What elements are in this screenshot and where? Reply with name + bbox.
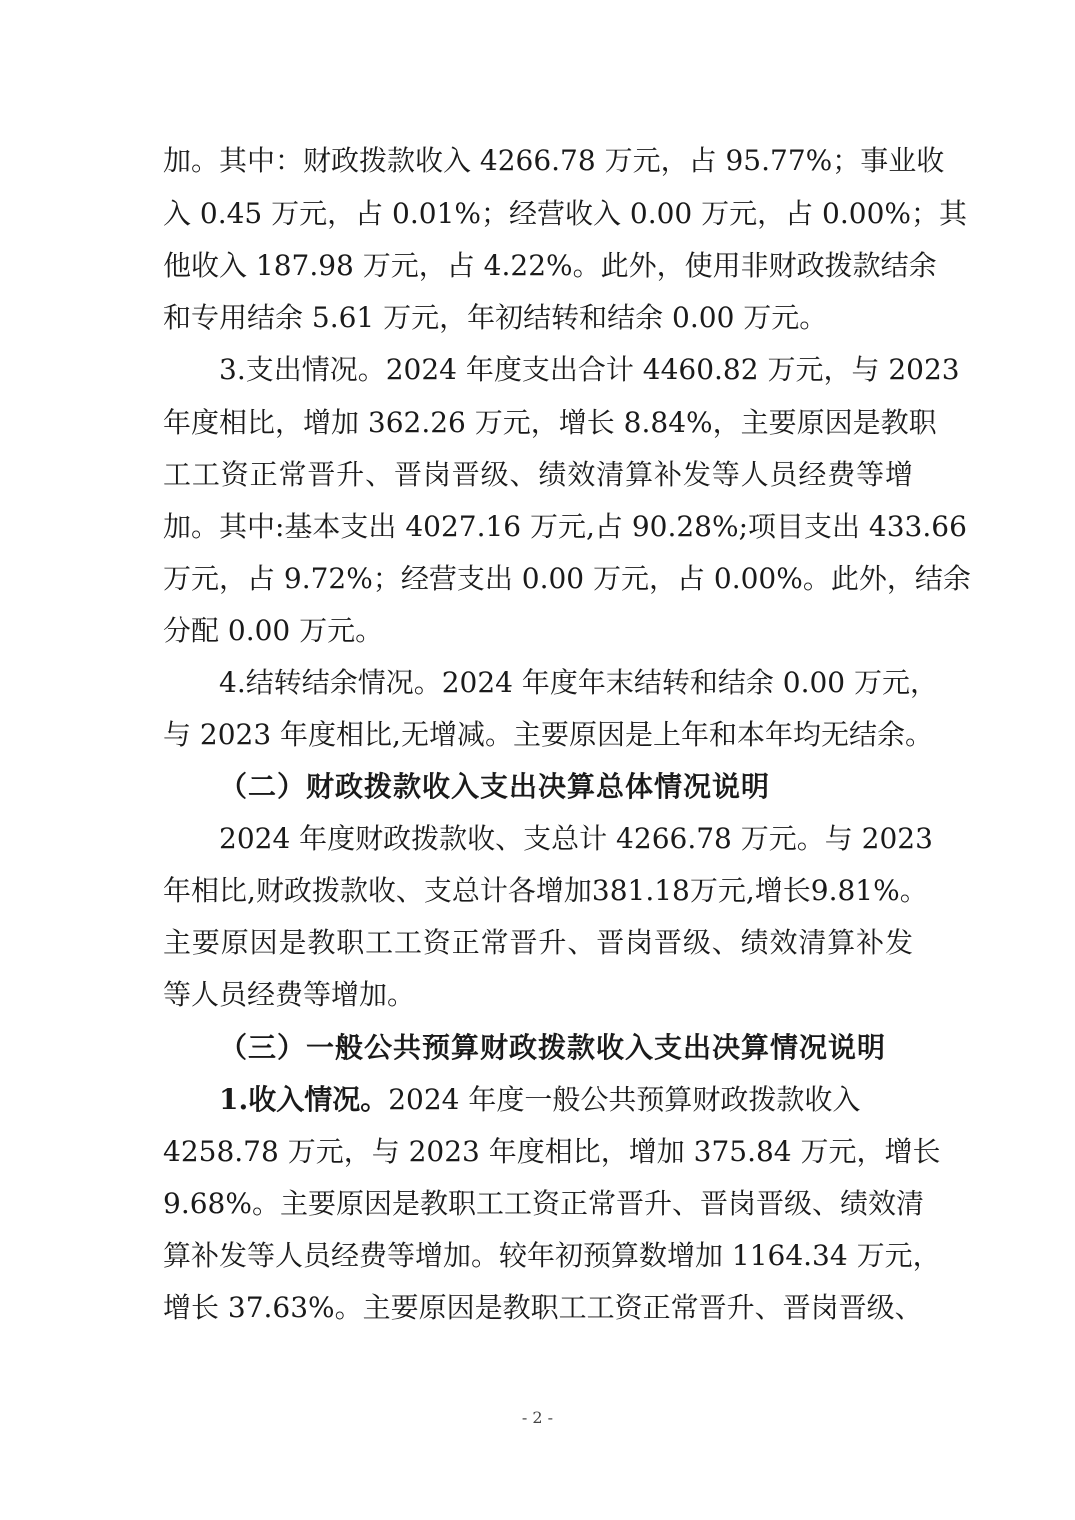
paragraph-lead: 1.收入情况。 (219, 1083, 389, 1116)
paragraph-line: 万元，占 9.72%；经营支出 0.00 万元，占 0.00%。此外，结余 (163, 562, 971, 595)
paragraph-text: 2024 年度一般公共预算财政拨款收入 (388, 1083, 861, 1116)
paragraph-line: 分配 0.00 万元。 (163, 614, 384, 647)
paragraph-line: 工工资正常晋升、晋岗晋级、绩效清算补发等人员经费等增 (163, 458, 913, 491)
paragraph-line: 9.68%。主要原因是教职工工资正常晋升、晋岗晋级、绩效清 (163, 1187, 924, 1220)
paragraph-line: 年相比,财政拨款收、支总计各增加381.18万元,增长9.81%。 (163, 874, 928, 907)
paragraph-line: 和专用结余 5.61 万元，年初结转和结余 0.00 万元。 (163, 301, 828, 334)
paragraph-line: 增长 37.63%。主要原因是教职工工资正常晋升、晋岗晋级、 (163, 1291, 923, 1324)
paragraph-line: 入 0.45 万元，占 0.01%；经营收入 0.00 万元，占 0.00%；其 (163, 197, 967, 230)
paragraph-line (219, 1080, 913, 1120)
paragraph-line: 4.结转结余情况。2024 年度年末结转和结余 0.00 万元， (219, 666, 939, 699)
paragraph-line: 2024 年度财政拨款收、支总计 4266.78 万元。与 2023 (219, 822, 933, 855)
section-heading-2: （二）财政拨款收入支出决算总体情况说明 (219, 770, 771, 803)
paragraph-line: 4258.78 万元，与 2023 年度相比，增加 375.84 万元，增长 (163, 1135, 941, 1168)
paragraph-line: 加。其中:基本支出 4027.16 万元,占 90.28%;项目支出 433.66 (163, 510, 967, 543)
paragraph-line: 3.支出情况。2024 年度支出合计 4460.82 万元，与 2023 (219, 353, 960, 386)
page-number: - 2 - (521, 1408, 554, 1427)
paragraph-line: 等人员经费等增加。 (163, 978, 416, 1011)
paragraph-line: 算补发等人员经费等增加。较年初预算数增加 1164.34 万元， (163, 1239, 941, 1272)
paragraph-line: 加。其中：财政拨款收入 4266.78 万元，占 95.77%；事业收 (163, 144, 945, 177)
section-heading-3: （三）一般公共预算财政拨款收入支出决算情况说明 (219, 1031, 887, 1064)
paragraph-line: 年度相比，增加 362.26 万元，增长 8.84%，主要原因是教职 (163, 406, 937, 439)
paragraph-line: 主要原因是教职工工资正常晋升、晋岗晋级、绩效清算补发 (163, 926, 913, 959)
paragraph-line: 他收入 187.98 万元，占 4.22%。此外，使用非财政拨款结余 (163, 249, 937, 282)
paragraph-line: 与 2023 年度相比,无增减。主要原因是上年和本年均无结余。 (163, 718, 933, 751)
